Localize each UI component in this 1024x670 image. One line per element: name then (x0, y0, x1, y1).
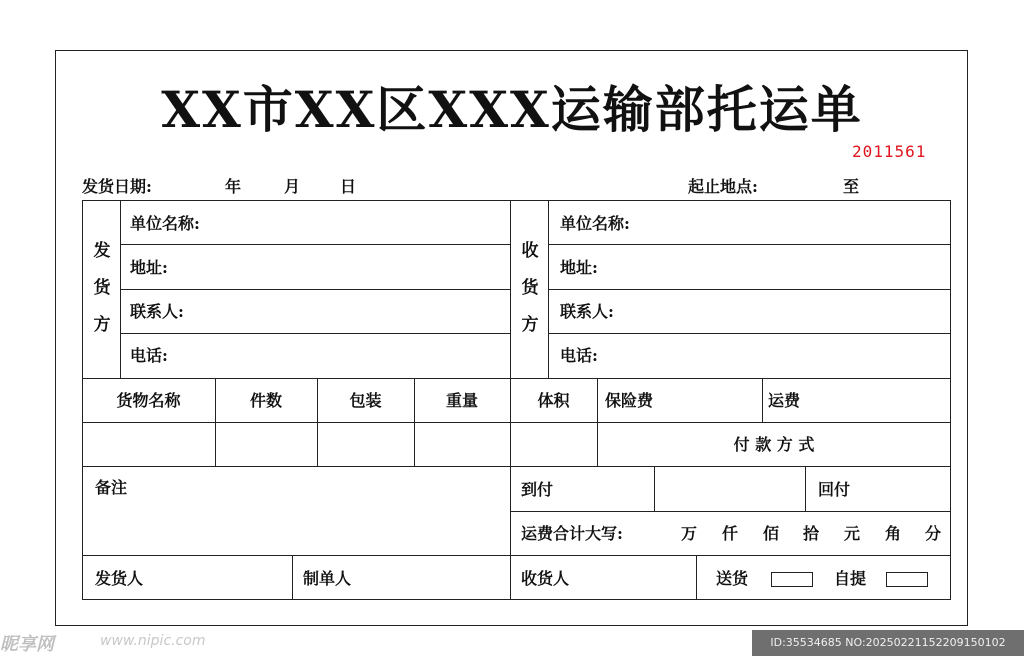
sender-unit-label: 单位名称: (130, 214, 200, 233)
self-pickup-label: 自提 (834, 569, 867, 588)
weight-header: 重量 (445, 391, 478, 410)
watermark-logo: 昵享网 (0, 634, 54, 655)
sender-side-label (82, 233, 122, 344)
route-to-label: 至 (843, 177, 860, 196)
sender-side-char: 货 (93, 278, 111, 298)
unit-bai: 佰 (763, 524, 780, 543)
shipper-label: 发货人 (95, 569, 144, 588)
consignee-label: 收货人 (521, 569, 570, 588)
receiver-side-label (510, 233, 550, 344)
serial-number: 2011561 (852, 142, 927, 161)
insurance-header: 保险费 (605, 391, 654, 410)
year-label: 年 (225, 177, 242, 196)
receiver-side-char: 方 (521, 315, 539, 335)
freight-total-label: 运费合计大写: (521, 524, 623, 543)
maker-label: 制单人 (303, 569, 352, 588)
goods-name-header: 货物名称 (116, 391, 181, 410)
day-label: 日 (340, 177, 357, 196)
remarks-label: 备注 (95, 478, 128, 497)
sender-phone-label: 电话: (130, 346, 168, 365)
receiver-address-label: 地址: (560, 258, 598, 277)
month-label: 月 (284, 177, 301, 196)
form-title: XX市XX区XXX运输部托运单 (161, 80, 863, 139)
return-pay-label: 回付 (818, 480, 851, 499)
unit-yuan: 元 (844, 524, 861, 543)
unit-jiao: 角 (885, 524, 902, 543)
receiver-side-char: 收 (521, 241, 539, 261)
unit-fen: 分 (925, 524, 942, 543)
volume-header: 体积 (537, 391, 570, 410)
unit-wan: 万 (681, 524, 698, 543)
receiver-phone-label: 电话: (560, 346, 598, 365)
quantity-header: 件数 (249, 391, 282, 410)
receiver-side-char: 货 (521, 278, 539, 298)
delivery-label: 送货 (716, 569, 749, 588)
unit-shi: 拾 (803, 524, 820, 543)
route-label: 起止地点: (688, 177, 758, 196)
image-id-bar: ID:35534685 NO:20250221152209150102 (752, 630, 1024, 656)
receiver-unit-label: 单位名称: (560, 214, 630, 233)
sender-side-char: 方 (93, 315, 111, 335)
packaging-header: 包装 (349, 391, 382, 410)
delivery-checkbox[interactable] (771, 572, 813, 587)
self-pickup-checkbox[interactable] (886, 572, 928, 587)
payment-method-label: 付 款 方 式 (733, 435, 815, 454)
unit-qian: 仟 (722, 524, 739, 543)
receiver-contact-label: 联系人: (560, 302, 614, 321)
sender-address-label: 地址: (130, 258, 168, 277)
ship-date-label: 发货日期: (82, 177, 152, 196)
watermark-url: www.nipic.com (100, 633, 206, 649)
sender-side-char: 发 (93, 241, 111, 261)
sender-contact-label: 联系人: (130, 302, 184, 321)
freight-header: 运费 (768, 391, 801, 410)
pay-on-arrival-label: 到付 (521, 480, 554, 499)
